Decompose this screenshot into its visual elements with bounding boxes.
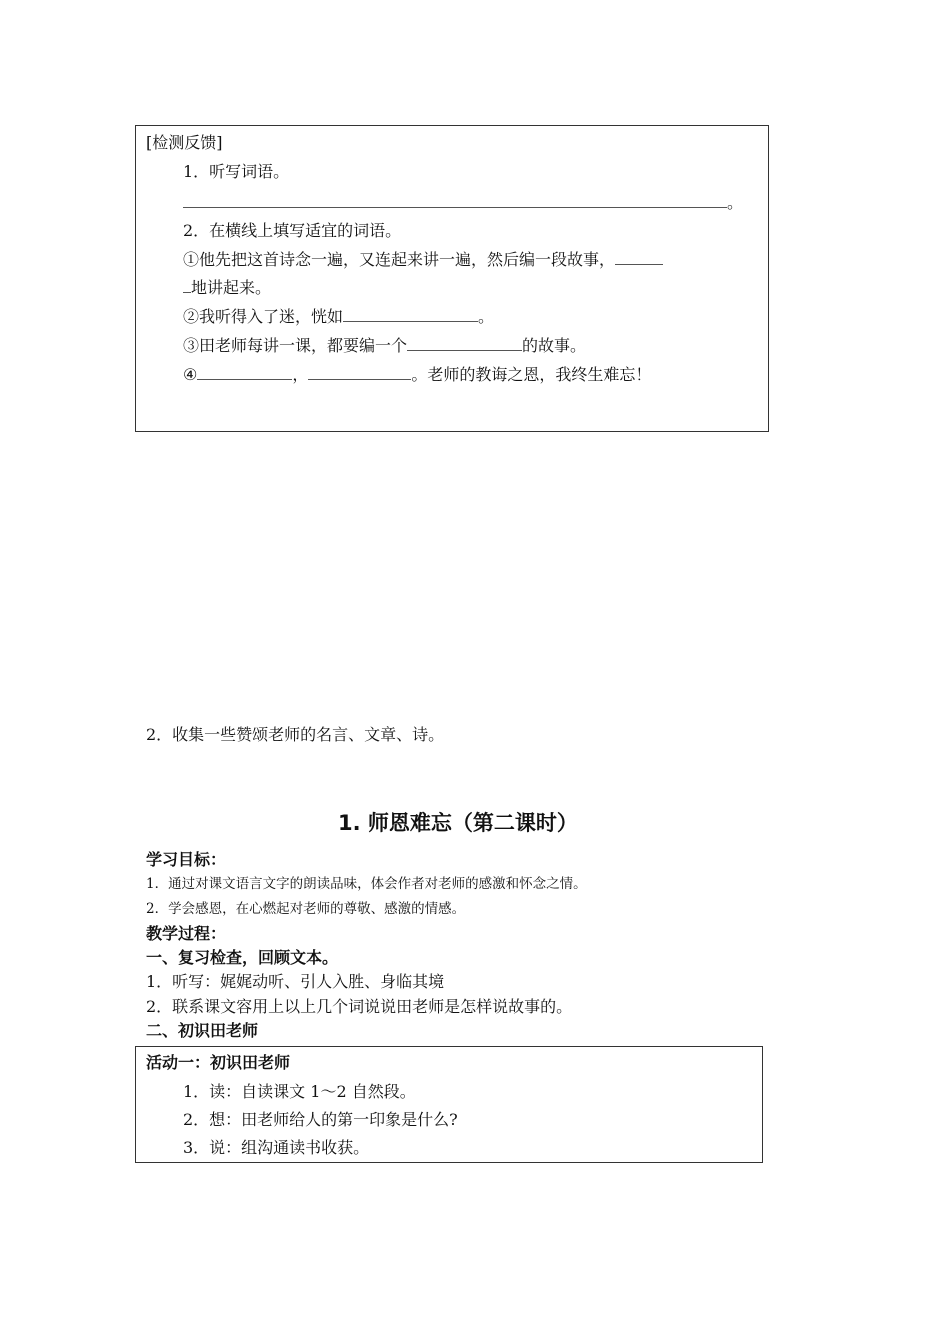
- goals-heading: 学习目标：: [146, 850, 227, 869]
- sentence-1: [183, 249, 663, 270]
- section-2-heading: 二、初识田老师: [146, 1021, 259, 1040]
- sentence-1-blank-b[interactable]: [183, 277, 191, 293]
- collect-task: 2．收集一些赞颂老师的名言、文章、诗。: [146, 725, 445, 744]
- process-heading: 教学过程：: [146, 924, 227, 943]
- sentence-3-blank[interactable]: [407, 335, 522, 351]
- sentence-1-text: ①他先把这首诗念一遍，又连起来讲一遍，然后编一段故事，: [183, 250, 616, 269]
- activity-heading: 活动一：初识田老师: [146, 1053, 291, 1072]
- activity-item-1: 1．读：自读课文 1～2 自然段。: [183, 1082, 416, 1101]
- section-1-heading: 一、复习检查，回顾文本。: [146, 948, 339, 967]
- sentence-3-end: 的故事。: [522, 336, 587, 355]
- sentence-4: [183, 364, 651, 385]
- activity-item-2: 2．想：田老师给人的第一印象是什么?: [183, 1110, 458, 1129]
- dictation-line: [183, 192, 743, 213]
- activity-item-3: 3．说：组沟通读书收获。: [183, 1138, 370, 1157]
- lesson-title: 1. 师恩难忘（第二课时）: [338, 811, 578, 835]
- sentence-3-text: ③田老师每讲一课，都要编一个: [183, 336, 408, 355]
- sentence-4-end: 。老师的教诲之恩，我终生难忘！: [411, 365, 652, 384]
- question-2: 2．在横线上填写适宜的词语。: [183, 221, 402, 240]
- sentence-2-text: ②我听得入了迷，恍如: [183, 307, 344, 326]
- sentence-4-blank-b[interactable]: [308, 364, 411, 380]
- dictation-blank[interactable]: [183, 192, 727, 208]
- goal-2: 2．学会感恩，在心燃起对老师的尊敬、感激的情感。: [146, 901, 466, 917]
- goal-1: 1．通过对课文语言文字的朗读品味，体会作者对老师的感激和怀念之情。: [146, 876, 587, 892]
- sentence-1-blank-a[interactable]: [615, 249, 663, 265]
- sentence-4-comma: ，: [292, 365, 309, 384]
- sentence-2-blank[interactable]: [343, 306, 478, 322]
- sentence-1-cont: [183, 277, 271, 298]
- sentence-1-end: 地讲起来。: [191, 278, 272, 297]
- sentence-4-marker: ④: [183, 365, 198, 384]
- sentence-2: [183, 306, 494, 327]
- item-2: 2．联系课文容用上以上几个词说说田老师是怎样说故事的。: [146, 997, 573, 1016]
- item-1: 1．听写：娓娓动听、引人入胜、身临其境: [146, 972, 445, 991]
- sentence-4-blank-a[interactable]: [197, 364, 292, 380]
- dictation-end: 。: [727, 193, 744, 212]
- question-1: 1．听写词语。: [183, 162, 290, 181]
- sentence-2-end: 。: [478, 307, 495, 326]
- sentence-3: [183, 335, 586, 356]
- feedback-heading: [检测反馈]: [146, 133, 223, 152]
